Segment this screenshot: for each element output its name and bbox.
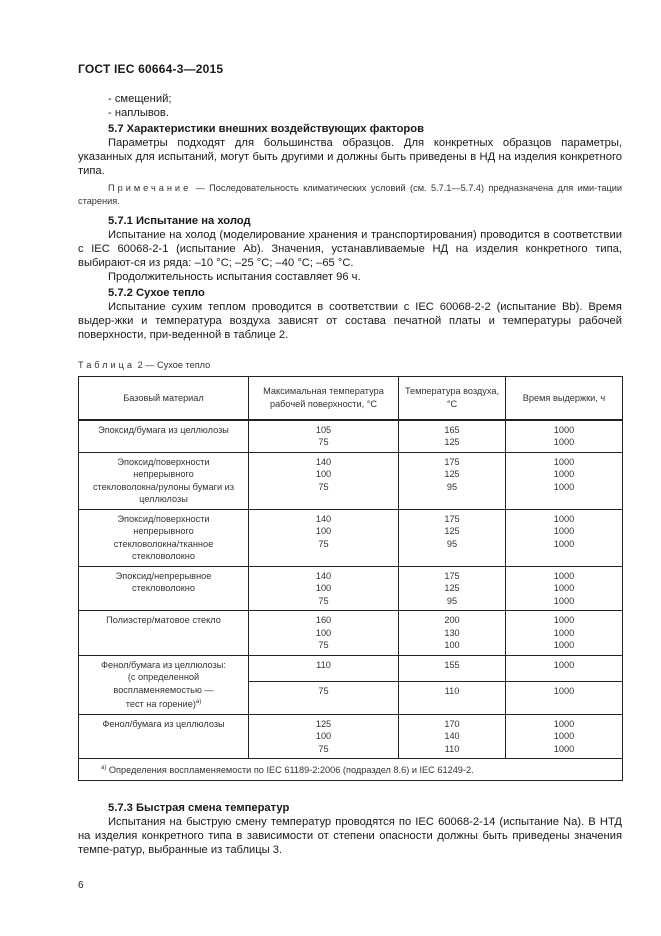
table-cell: 1000 1000 1000	[506, 452, 623, 509]
footnote-mark: а)	[101, 765, 107, 772]
paragraph	[78, 815, 622, 857]
table-caption-text: 2 — Сухое тепло	[137, 360, 211, 370]
table-cell: 1000	[506, 681, 623, 714]
table-cell: Полиэстер/матовое стекло	[79, 611, 249, 656]
table-cell: 1000 1000 1000	[506, 611, 623, 656]
list-item: - смещений;	[108, 93, 172, 105]
table-cell: 140 100 75	[249, 566, 399, 611]
table-cell: Эпоксид/непрерывное стекловолокно	[79, 566, 249, 611]
column-header: Максимальная температура рабочей поверхности, °С	[249, 377, 399, 420]
table-cell: Фенол/бумага из целлюлозы	[79, 714, 249, 759]
table-caption	[78, 358, 622, 372]
table-cell: 1000 1000	[506, 420, 623, 453]
note-line: — Последовательность климатических условий (см. 5.7.1—5.7.4) предназначена для ими-	[195, 183, 598, 193]
table-caption-label: Таблица	[78, 360, 136, 370]
table-cell: Эпоксид/поверхности непрерывного стекловолокна/тканное стекловолокно	[79, 509, 249, 566]
table-footnote-row	[79, 759, 623, 781]
paragraph-line: ратур, выбранные из таблицы 3.	[112, 843, 283, 856]
cell-text: Фенол/бумага из целлюлозы: (с определенной воспламеняемостью — тест на горение)	[101, 659, 226, 710]
paragraph-line: IEC 60068-2-1 (испытание Ab). Значения, устанавливаемые НД на изделия конкретного типа, выбирают-	[78, 243, 623, 269]
dry-heat-table	[78, 376, 623, 781]
section-heading-5-7-2: 5.7.2 Сухое тепло	[108, 287, 205, 299]
table-cell: 160 100 75	[249, 611, 399, 656]
table-header-row	[79, 377, 623, 420]
column-header: Базовый материал	[79, 377, 249, 420]
table-cell	[79, 655, 249, 714]
table-cell: Эпоксид/поверхности непрерывного стекловолокна/рулоны бумаги из целлюлозы	[79, 452, 249, 509]
note-line: тации старения.	[78, 183, 622, 206]
section-heading-5-7: 5.7 Характеристики внешних воздействующих факторов	[108, 123, 424, 135]
document-header: ГОСТ IEC 60664-3—2015	[78, 62, 224, 76]
table-cell: 175 125 95	[399, 566, 506, 611]
table-row	[79, 452, 623, 509]
table-row	[79, 566, 623, 611]
table-cell: 200 130 100	[399, 611, 506, 656]
table-row	[79, 420, 623, 453]
footnote-ref: а)	[195, 699, 202, 705]
table-cell: 140 100 75	[249, 509, 399, 566]
table-cell: 110	[399, 681, 506, 714]
note-label: Примечание	[108, 183, 192, 193]
table-footnote	[79, 759, 623, 781]
section-heading-5-7-3: 5.7.3 Быстрая смена температур	[108, 801, 290, 814]
table-cell: 170 140 110	[399, 714, 506, 759]
column-header: Время выдержки, ч	[506, 377, 623, 420]
table-row	[79, 611, 623, 656]
paragraph	[78, 228, 622, 270]
list-item: - наплывов.	[108, 107, 169, 119]
table-cell: 1000	[506, 655, 623, 681]
footnote-text: Определения воспламеняемости по IEC 61189-2:2006 (подраздел 8.6) и IEC 61249-2.	[108, 765, 474, 776]
table-cell: 140 100 75	[249, 452, 399, 509]
table-cell: 155	[399, 655, 506, 681]
table-row	[79, 509, 623, 566]
table-cell: 175 125 95	[399, 452, 506, 509]
paragraph-line: Параметры подходят для большинства образцов. Для конкретных образцов параметры, указанных	[78, 137, 622, 163]
paragraph-line: ся из ряда: –10 °C; –25 °C; –40 °C; –65 °C.	[134, 257, 354, 269]
paragraph-line: жки и температура воздуха зависят от состава печатной платы и температуры рабочей поверхности, при-	[78, 315, 622, 341]
table-cell: 1000 1000 1000	[506, 566, 623, 611]
table-row	[79, 655, 623, 681]
paragraph	[78, 136, 622, 178]
table-cell: 75	[249, 681, 399, 714]
paragraph-line: изделия конкретного типа в зависимости от степени опасности должны быть приведены значения темпе-	[78, 829, 623, 856]
table-cell: 1000 1000 1000	[506, 509, 623, 566]
paragraph-line: веденной в таблице 2.	[171, 329, 289, 341]
paragraph	[78, 300, 622, 342]
table-cell: 1000 1000 1000	[506, 714, 623, 759]
column-header: Температура воздуха, °С	[399, 377, 506, 420]
paragraph-line: Испытание сухим теплом проводится в соответствии с IEC 60068-2-2 (испытание Bb). Время выдер-	[78, 301, 622, 327]
note	[78, 182, 622, 208]
paragraph-line: Испытание на холод (моделирование хранения и транспортирования) проводится в соответствии с	[78, 229, 622, 255]
table-cell: Эпоксид/бумага из целлюлозы	[79, 420, 249, 453]
table-row	[79, 714, 623, 759]
paragraph-line: для испытаний, могут быть другими и должны быть приведены в НД на изделия конкретного типа.	[78, 151, 623, 177]
table-cell: 125 100 75	[249, 714, 399, 759]
paragraph-line: Продолжительность испытания составляет 96 ч.	[108, 271, 361, 283]
paragraph-line: Испытания на быструю смену температур проводятся по IEC 60068-2-14 (испытание Na). В НТД на	[78, 815, 622, 842]
table-cell: 110	[249, 655, 399, 681]
section-heading-5-7-1: 5.7.1 Испытание на холод	[108, 215, 251, 227]
table-cell: 105 75	[249, 420, 399, 453]
page-number: 6	[78, 879, 84, 891]
table-cell: 165 125	[399, 420, 506, 453]
table-cell: 175 125 95	[399, 509, 506, 566]
